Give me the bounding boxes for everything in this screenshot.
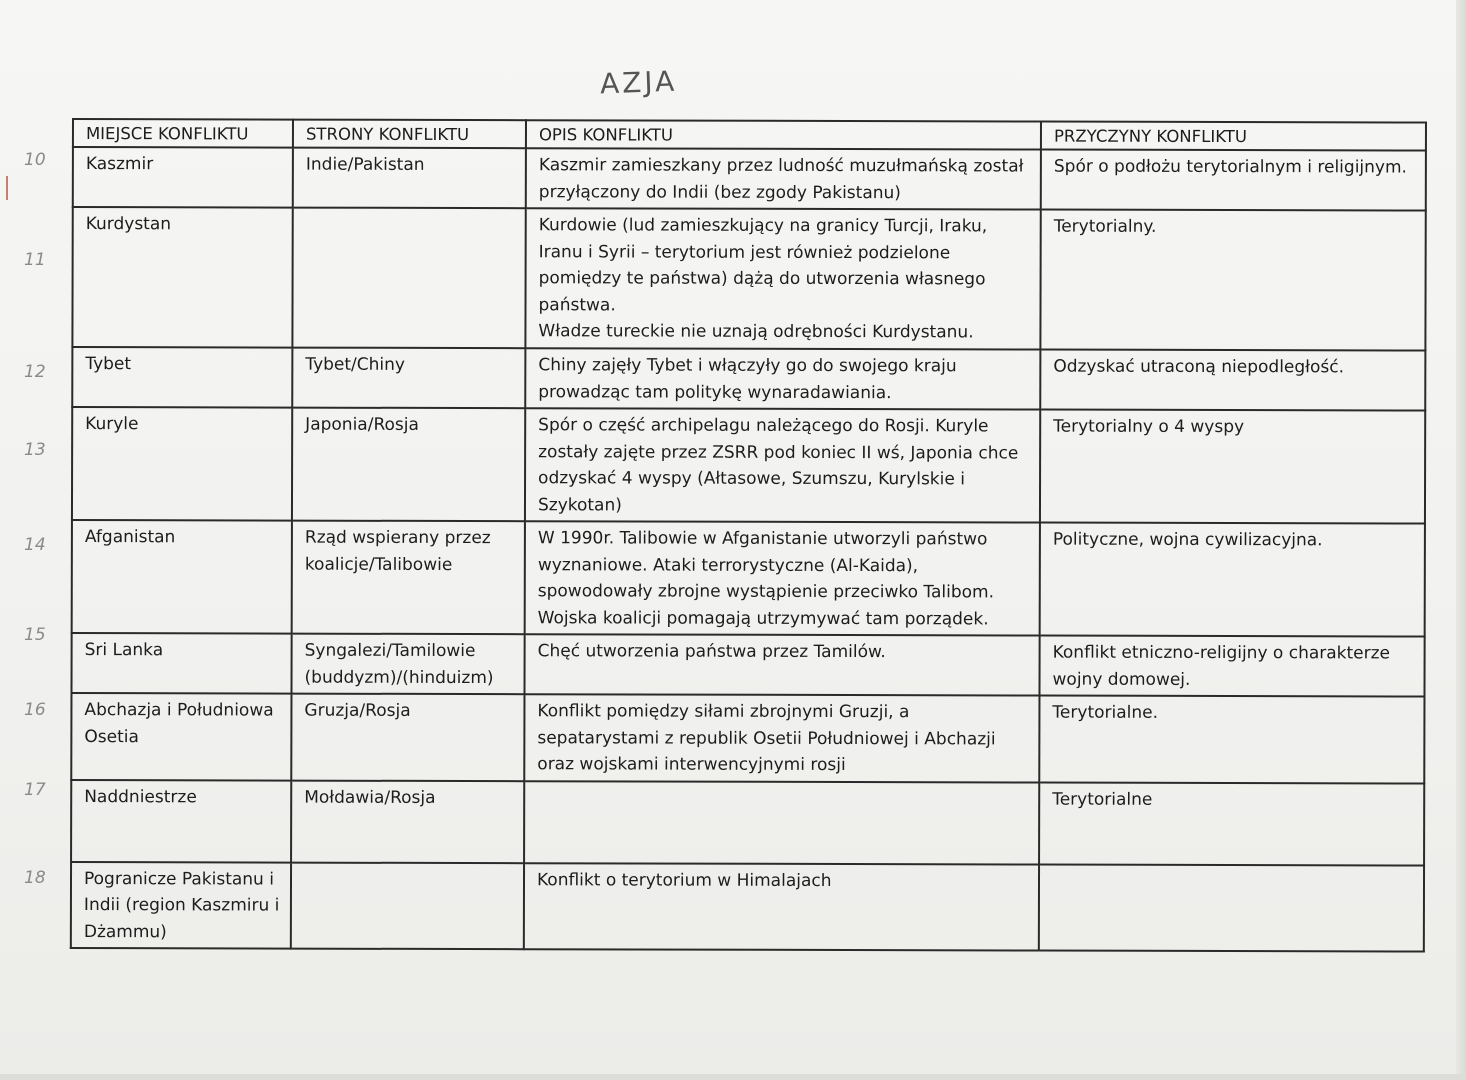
margin-number: 18	[24, 868, 46, 888]
table-row	[71, 633, 1424, 697]
table-row	[71, 780, 1424, 866]
cell-parties	[291, 862, 524, 949]
cell-causes: Odzyskać utraconą niepodległość.	[1040, 350, 1425, 411]
table-row	[71, 693, 1424, 783]
margin-number: 14	[24, 535, 46, 555]
cell-causes	[1039, 864, 1424, 952]
cell-parties: Tybet/Chiny	[292, 348, 525, 409]
margin-number: 16	[24, 700, 46, 720]
cell-parties: Rząd wspierany przez koalicje/Talibowie	[292, 521, 525, 635]
paper-bottom-edge	[0, 1074, 1466, 1080]
cell-description: Chęć utworzenia państwa przez Tamilów.	[524, 634, 1039, 695]
cell-description: Kaszmir zamieszkany przez ludność muzułmańską został przyłączony do Indii (bez zgody Pakistanu)	[526, 148, 1041, 209]
margin-number: 12	[24, 362, 46, 382]
cell-place: Sri Lanka	[71, 633, 291, 694]
header-place: MIEJSCE KONFLIKTU	[73, 119, 293, 148]
margin-number: 15	[24, 625, 46, 645]
cell-parties: Gruzja/Rosja	[291, 694, 524, 781]
cell-place: Kurdystan	[72, 207, 292, 348]
cell-description: Konflikt pomiędzy siłami zbrojnymi Gruzji, a sepatarystami z republik Osetii Południowej i Abchazji oraz wojskami interwencyjnymi rosji	[524, 694, 1039, 782]
cell-description: W 1990r. Talibowie w Afganistanie utworzyli państwo wyznaniowe. Ataki terrorystyczne (Al-Kaida), spowodowały zbrojne wystąpienie przeciwko Talibom. Wojska koalicji pomagają utrzymywać tam porządek.	[525, 521, 1040, 635]
cell-causes: Polityczne, wojna cywilizacyjna.	[1040, 523, 1425, 637]
cell-description	[524, 781, 1039, 864]
cell-causes: Spór o podłożu terytorialnym i religijnym.	[1041, 150, 1426, 211]
cell-place: Tybet	[72, 347, 292, 408]
cell-place: Kaszmir	[73, 147, 293, 208]
table-row	[71, 862, 1424, 952]
table-row	[72, 520, 1425, 637]
margin-mark	[6, 176, 8, 200]
table-row	[73, 147, 1426, 211]
header-causes: PRZYCZYNY KONFLIKTU	[1041, 122, 1426, 151]
margin-number: 17	[24, 780, 46, 800]
cell-parties: Indie/Pakistan	[293, 148, 526, 209]
cell-place: Abchazja i Południowa Osetia	[71, 693, 291, 780]
cell-causes: Terytorialny.	[1040, 210, 1425, 351]
table-header-row	[73, 119, 1426, 151]
table-row	[72, 207, 1425, 351]
cell-causes: Konflikt etniczno-religijny o charakterze wojny domowej.	[1039, 636, 1424, 697]
cell-parties: Syngalezi/Tamilowie (buddyzm)/(hinduizm)	[291, 634, 524, 695]
table-row	[72, 407, 1425, 524]
header-description: OPIS KONFLIKTU	[526, 120, 1041, 149]
conflicts-table	[70, 118, 1427, 953]
cell-place: Kuryle	[72, 407, 292, 521]
handwritten-title: AZJA	[599, 64, 678, 101]
cell-description: Chiny zajęły Tybet i włączyły go do swojego kraju prowadząc tam politykę wynaradawiania.	[525, 348, 1040, 409]
cell-place: Afganistan	[72, 520, 292, 634]
paper-edge	[1456, 0, 1466, 1080]
cell-causes: Terytorialny o 4 wyspy	[1040, 410, 1425, 524]
cell-description: Kurdowie (lud zamieszkujący na granicy Turcji, Iraku, Iranu i Syrii – terytorium jest również podzielone pomiędzy te państwa) dążą do utworzenia własnego państwa. Władze tureckie nie uznają odrębności Kurdystanu.	[525, 208, 1040, 349]
margin-number: 10	[24, 150, 46, 170]
cell-description: Spór o część archipelagu należącego do Rosji. Kuryle zostały zajęte przez ZSRR pod koniec II wś, Japonia chce odzyskać 4 wyspy (Ałtasowe, Szumszu, Kurylskie i Szykotan)	[525, 408, 1040, 522]
cell-parties	[292, 208, 525, 349]
cell-causes: Terytorialne	[1039, 782, 1424, 865]
table-row	[72, 347, 1425, 411]
cell-place: Naddniestrze	[71, 780, 291, 863]
cell-place: Pogranicze Pakistanu i Indii (region Kaszmiru i Dżammu)	[71, 862, 291, 949]
cell-description: Konflikt o terytorium w Himalajach	[524, 863, 1039, 951]
header-parties: STRONY KONFLIKTU	[293, 120, 526, 149]
margin-number: 11	[24, 250, 46, 270]
cell-parties: Japonia/Rosja	[292, 408, 525, 522]
cell-causes: Terytorialne.	[1039, 696, 1424, 784]
margin-number: 13	[24, 440, 46, 460]
cell-parties: Mołdawia/Rosja	[291, 780, 524, 863]
